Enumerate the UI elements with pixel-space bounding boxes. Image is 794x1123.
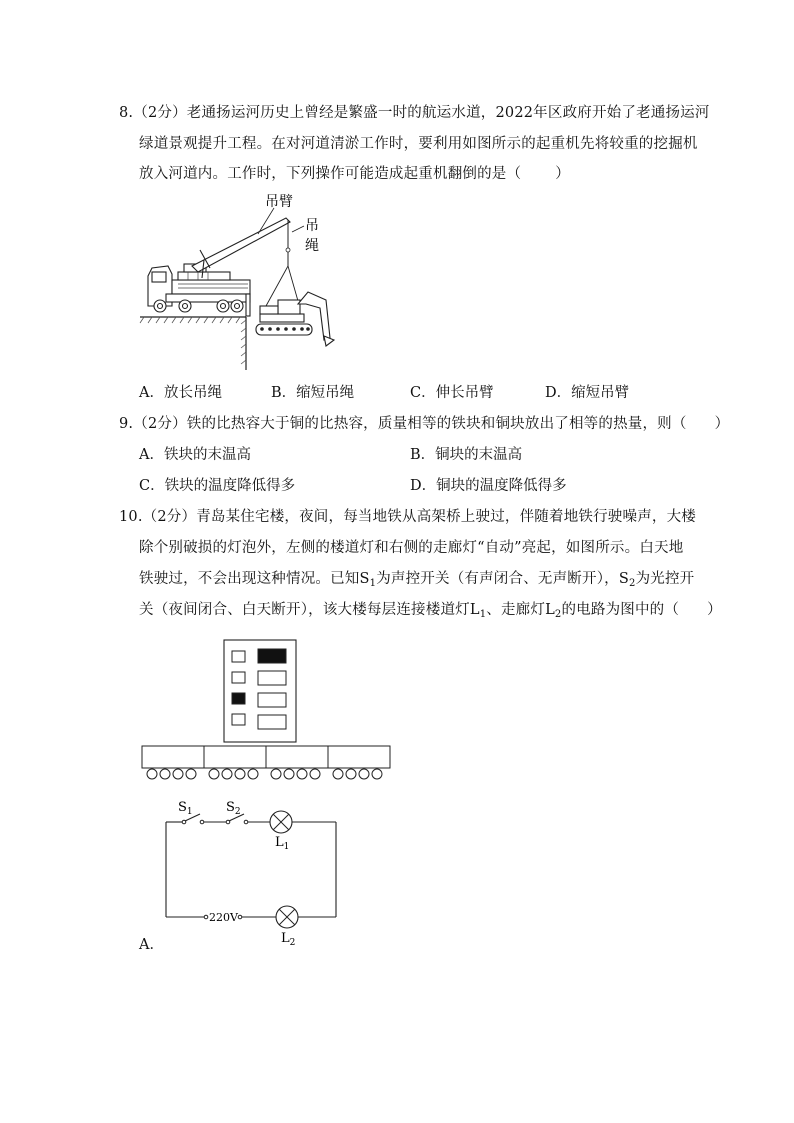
q8-text-3: 放入河道内。工作时，下列操作可能造成起重机翻倒的是（ — [139, 166, 522, 182]
q10-paren-close: ） — [707, 602, 722, 618]
q9-text-1: 铁的比热容大于铜的比热容，质量相等的铁块和铜块放出了相等的热量，则（ — [186, 416, 687, 432]
q10-text-4a: 关（夜间闭合、白天断开），该大楼每层连接楼道灯 — [139, 602, 470, 618]
circuit-l1-sub: 1 — [283, 842, 290, 852]
circuit-l2-label — [281, 931, 295, 948]
q9-option-b[interactable]: B．铜块的末温高 — [410, 447, 523, 463]
q10-score: （2分） — [142, 509, 197, 525]
stair-light-2 — [232, 672, 245, 683]
q8-number: 8. — [119, 105, 134, 121]
corridor-light-4 — [258, 715, 286, 729]
boom-label: 吊臂 — [265, 194, 293, 210]
q8-paren-close: ） — [555, 166, 570, 182]
circuit-l1-label — [275, 835, 289, 852]
crane-boom — [192, 218, 290, 278]
q8-option-c[interactable]: C．伸长吊臂 — [410, 385, 494, 401]
subway-wheels — [147, 769, 382, 779]
building-subway-figure — [140, 636, 396, 784]
q10-text-1: 青岛某住宅楼，夜间，每当地铁从高架桥上驶过，伴随着地铁行驶噪声，大楼 — [196, 509, 696, 525]
q9-number: 9. — [119, 416, 134, 432]
circuit-s2-letter: S — [226, 800, 235, 815]
q10-text-4b: 、走廊灯 — [486, 602, 546, 618]
q10-text-4c: 的电路为图中的（ — [561, 602, 680, 618]
q8-line-1 — [119, 103, 710, 123]
q8-text-1: 老通扬运河历史上曾经是繁盛一时的航运水道，2022年区政府开始了老通扬运河 — [186, 105, 710, 121]
q9-option-c[interactable]: C．铁块的温度降低得多 — [139, 478, 296, 494]
corridor-light-3 — [258, 693, 286, 707]
circuit-l2-letter: L — [281, 931, 290, 946]
circuit-s1-letter: S — [178, 800, 187, 815]
corridor-light-1 — [258, 649, 286, 663]
q10-option-a-label[interactable]: A． — [139, 937, 164, 953]
rope-label-1: 吊 — [305, 218, 319, 234]
q8-option-a[interactable]: A．放长吊绳 — [139, 385, 222, 401]
q10-line-4 — [139, 600, 722, 625]
q10-number: 10. — [119, 509, 143, 525]
q10-s1: S — [359, 571, 370, 587]
stair-light-1 — [232, 651, 245, 662]
q10-s1-sub: 1 — [369, 578, 377, 589]
voltage-label: 220V — [209, 911, 238, 924]
circuit-s1-label — [178, 800, 193, 817]
circuit-diagram-a — [160, 796, 346, 952]
rope-label-2: 绳 — [305, 238, 319, 254]
q8-line-3 — [139, 164, 570, 184]
crane-figure — [138, 188, 348, 373]
q10-s2-sub: 2 — [629, 578, 636, 589]
q8-line-2: 绿道景观提升工程。在对河道清淤工作时，要利用如图所示的起重机先将较重的挖掘机 — [139, 136, 698, 152]
q10-text-3b: 为声控开关（有声闭合、无声断开）， — [376, 571, 619, 587]
q8-option-d[interactable]: D．缩短吊臂 — [545, 385, 630, 401]
q10-s2: S — [618, 571, 629, 587]
q10-l2-sub: 2 — [554, 609, 562, 620]
terminal-right — [238, 915, 242, 919]
subway-train — [142, 746, 390, 768]
terminal-left — [204, 915, 208, 919]
q10-line-1 — [119, 507, 696, 527]
q10-l1: L — [469, 602, 480, 618]
circuit-l1-letter: L — [275, 835, 284, 850]
q10-line-2: 除个别破损的灯泡外，左侧的楼道灯和右侧的走廊灯“自动”亮起，如图所示。白天地 — [139, 540, 684, 556]
circuit-s2-label — [226, 800, 241, 817]
q9-option-d[interactable]: D．铜块的温度降低得多 — [410, 478, 567, 494]
circuit-l2-sub: 2 — [289, 938, 296, 948]
q8-option-b[interactable]: B．缩短吊绳 — [271, 385, 355, 401]
q8-score: （2分） — [133, 105, 187, 121]
stair-light-3 — [232, 693, 245, 704]
circuit-s1-sub: 1 — [186, 807, 193, 817]
ground-hatch — [140, 317, 240, 323]
q10-l1-sub: 1 — [479, 609, 487, 620]
q9-line-1 — [119, 414, 729, 434]
corridor-light-2 — [258, 671, 286, 685]
excavator — [256, 292, 334, 346]
stair-light-4 — [232, 714, 245, 725]
q9-paren-close: ） — [714, 416, 730, 432]
q10-line-3 — [139, 569, 694, 594]
q10-l2: L — [545, 602, 555, 618]
q9-score: （2分） — [133, 416, 187, 432]
q10-text-3c: 为光控开 — [635, 571, 695, 587]
circuit-s2-sub: 2 — [234, 807, 241, 817]
q10-text-3a: 铁驶过，不会出现这种情况。已知 — [139, 571, 360, 587]
q9-option-a[interactable]: A．铁块的末温高 — [139, 447, 251, 463]
